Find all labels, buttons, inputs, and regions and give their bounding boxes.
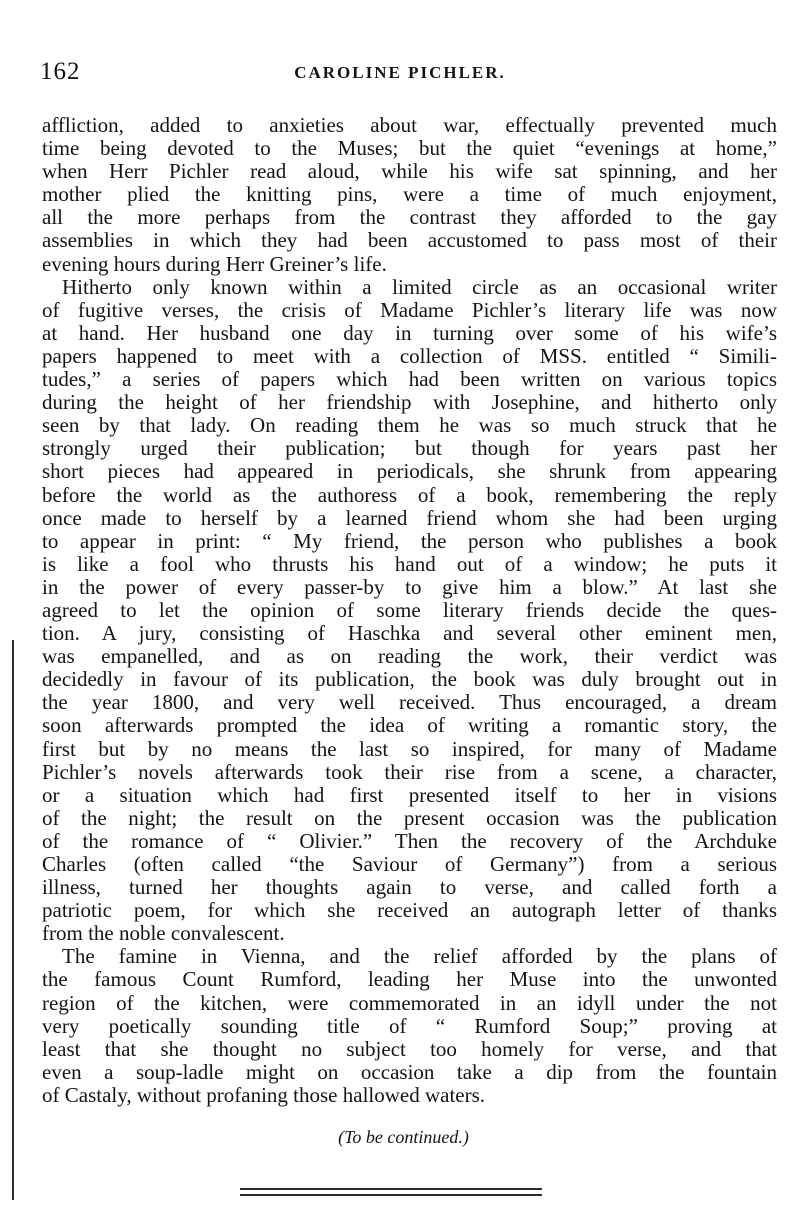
text-line: illness, turned her thoughts again to verse, and called forth a bbox=[42, 876, 777, 900]
text-line: before the world as the authoress of a book, remembering the reply bbox=[42, 483, 777, 507]
text-line: region of the kitchen, were commemorated in an idyll under the not bbox=[42, 991, 777, 1015]
text-line: all the more perhaps from the contrast they afforded to the gay bbox=[42, 206, 777, 230]
text-line: first but by no means the last so inspired, for many of Madame bbox=[42, 737, 777, 761]
text-line: seen by that lady. On reading them he was so much struck that he bbox=[42, 414, 777, 438]
text-line: is like a fool who thrusts his hand out of a window; he puts it bbox=[42, 552, 777, 576]
text-line: at hand. Her husband one day in turning over some of his wife’s bbox=[42, 321, 777, 345]
text-line: the year 1800, and very well received. Thus encouraged, a dream bbox=[42, 691, 777, 715]
text-line: evening hours during Herr Greiner’s life. bbox=[42, 252, 387, 276]
text-line: The famine in Vienna, and the relief afforded by the plans of bbox=[62, 945, 777, 969]
text-line: tudes,” a series of papers which had been written on various topics bbox=[42, 368, 777, 392]
text-line: strongly urged their publication; but though for years past her bbox=[42, 437, 777, 461]
text-line: assemblies in which they had been accustomed to pass most of their bbox=[42, 229, 777, 253]
text-line: very poetically sounding title of “ Rumford Soup;” proving at bbox=[42, 1014, 777, 1038]
text-line: decidedly in favour of its publication, the book was duly brought out in bbox=[42, 668, 777, 692]
text-line: of fugitive verses, the crisis of Madame Pichler’s literary life was now bbox=[42, 298, 777, 322]
text-line: was empanelled, and as on reading the work, their verdict was bbox=[42, 645, 777, 669]
text-line: short pieces had appeared in periodicals, she shrunk from appearing bbox=[42, 460, 777, 484]
continued-note: (To be continued.) bbox=[338, 1127, 469, 1147]
closing-double-rule bbox=[240, 1188, 542, 1198]
text-line: of the romance of “ Olivier.” Then the recovery of the Archduke bbox=[42, 829, 777, 853]
closing-rule-bottom bbox=[240, 1194, 542, 1196]
text-line: Charles (often called “the Saviour of Germany”) from a serious bbox=[42, 853, 777, 876]
text-line: papers happened to meet with a collection of MSS. entitled “ Simili- bbox=[42, 344, 777, 368]
text-line: Hitherto only known within a limited circle as an occasional writer bbox=[62, 275, 777, 299]
text-line: tion. A jury, consisting of Haschka and several other eminent men, bbox=[42, 622, 777, 646]
text-line: the famous Count Rumford, leading her Muse into the unwonted bbox=[42, 968, 777, 992]
text-line: or a situation which had first presented itself to her in visions bbox=[42, 783, 777, 807]
text-line: patriotic poem, for which she received an autograph letter of thanks bbox=[42, 899, 777, 923]
text-line: to appear in print: “ My friend, the person who publishes a book bbox=[42, 529, 777, 553]
text-line: in the power of every passer-by to give him a blow.” At last she bbox=[42, 575, 777, 599]
text-line: even a soup-ladle might on occasion take a dip from the fountain bbox=[42, 1060, 777, 1084]
text-line: least that she thought no subject too homely for verse, and that bbox=[42, 1037, 777, 1061]
text-line: of the night; the result on the present occasion was the publication bbox=[42, 806, 777, 830]
page-number: 162 bbox=[40, 58, 81, 85]
text-line: time being devoted to the Muses; but the quiet “evenings at home,” bbox=[42, 137, 777, 161]
text-line: from the noble convalescent. bbox=[42, 922, 285, 946]
text-line: when Herr Pichler read aloud, while his wife sat spinning, and her bbox=[42, 160, 777, 184]
text-line: Pichler’s novels afterwards took their rise from a scene, a character, bbox=[42, 760, 777, 784]
closing-rule-top bbox=[240, 1188, 542, 1190]
running-head: CAROLINE PICHLER. bbox=[294, 63, 506, 82]
body-text bbox=[42, 114, 777, 1107]
text-line: of Castaly, without profaning those hallowed waters. bbox=[42, 1083, 486, 1107]
page-edge-rule bbox=[12, 640, 14, 1200]
text-line: soon afterwards prompted the idea of writing a romantic story, the bbox=[42, 714, 777, 738]
text-line: agreed to let the opinion of some literary friends decide the ques- bbox=[42, 598, 777, 622]
text-line: affliction, added to anxieties about war, effectually prevented much bbox=[42, 114, 777, 137]
text-line: during the height of her friendship with Josephine, and hitherto only bbox=[42, 391, 777, 415]
text-line: once made to herself by a learned friend whom she had been urging bbox=[42, 506, 777, 530]
text-line: mother plied the knitting pins, were a time of much enjoyment, bbox=[42, 183, 777, 207]
page-header bbox=[40, 58, 760, 92]
